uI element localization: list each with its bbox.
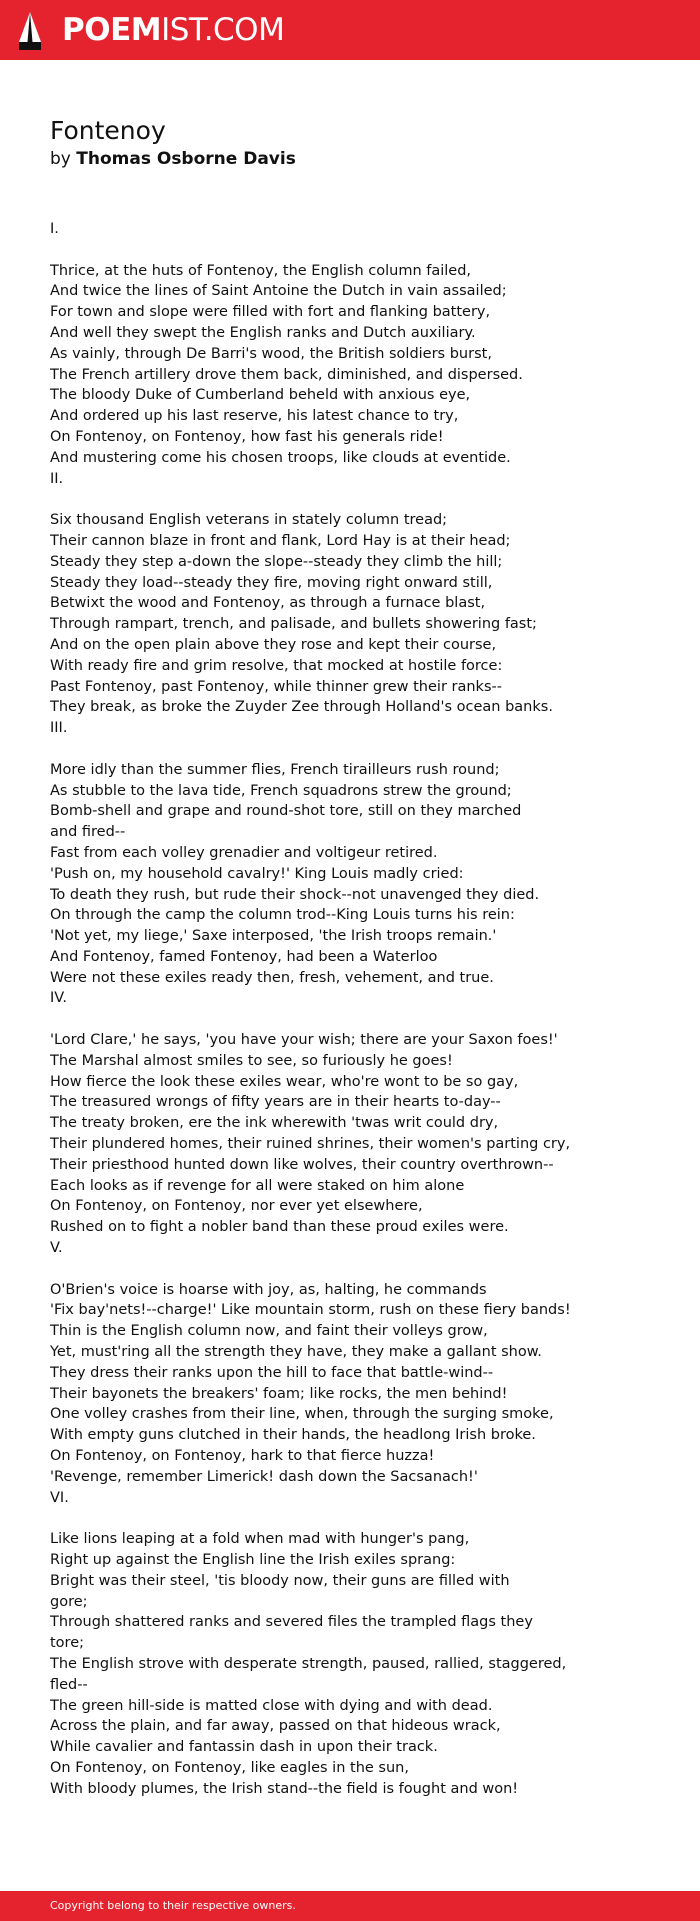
stanza-gap — [50, 489, 670, 510]
poem-line: The treaty broken, ere the ink wherewith 'twas writ could dry, — [50, 1115, 499, 1132]
poem-line: gore; — [50, 1593, 88, 1610]
poem-line: Like lions leaping at a fold when mad with hunger's pang, — [50, 1531, 470, 1548]
poem-line: On Fontenoy, on Fontenoy, like eagles in the sun, — [50, 1759, 409, 1776]
poem-line: They dress their ranks upon the hill to face that battle-wind-- — [50, 1364, 494, 1381]
stanza-gap — [50, 1009, 670, 1030]
poem-line: The bloody Duke of Cumberland beheld with anxious eye, — [50, 387, 471, 404]
poem-line: fled-- — [50, 1676, 88, 1693]
poem-line: and fired-- — [50, 824, 126, 841]
poem-line: With empty guns clutched in their hands, the headlong Irish broke. — [50, 1427, 536, 1444]
poem-line: Through rampart, trench, and palisade, and bullets showering fast; — [50, 616, 537, 633]
poem-line: Past Fontenoy, past Fontenoy, while thinner grew their ranks-- — [50, 678, 502, 695]
poem-line: And Fontenoy, famed Fontenoy, had been a Waterloo — [50, 948, 438, 965]
logo-light-part: IST.COM — [161, 12, 285, 48]
poem-line: While cavalier and fantassin dash in upon their track. — [50, 1739, 438, 1756]
site-header — [0, 0, 700, 60]
by-label: by — [50, 149, 71, 169]
poem-line: Rushed on to fight a nobler band than these proud exiles were. — [50, 1219, 509, 1236]
poem-line: 'Fix bay'nets!--charge!' Like mountain storm, rush on these fiery bands! — [50, 1302, 571, 1319]
poem-line: Steady they load--steady they fire, moving right onward still, — [50, 574, 493, 591]
poem-line: Each looks as if revenge for all were staked on him alone — [50, 1177, 465, 1194]
poem-line: Right up against the English line the Irish exiles sprang: — [50, 1552, 456, 1568]
poem-line: Six thousand English veterans in stately column tread; — [50, 512, 448, 529]
poem-line: And mustering come his chosen troops, like clouds at eventide. — [50, 449, 511, 466]
poem-line: Steady they step a-down the slope--steady they climb the hill; — [50, 553, 503, 570]
poem-line: 'Lord Clare,' he says, 'you have your wish; there are your Saxon foes!' — [50, 1032, 558, 1049]
poem-line: Their priesthood hunted down like wolves, their country overthrown-- — [50, 1156, 554, 1173]
site-footer — [0, 1891, 700, 1921]
poem-line: I. — [50, 221, 59, 237]
poem-line: To death they rush, but rude their shock--not unavenged they died. — [50, 886, 540, 903]
poem-line: And ordered up his last reserve, his latest chance to try, — [50, 408, 459, 425]
poem-line: On through the camp the column trod--King Louis turns his rein: — [50, 907, 515, 924]
poem-line: Their cannon blaze in front and flank, Lord Hay is at their head; — [50, 532, 511, 549]
poem-line: 'Push on, my household cavalry!' King Louis madly cried: — [50, 865, 464, 882]
poem-line: One volley crashes from their line, when, through the surging smoke, — [50, 1406, 554, 1423]
poem-line: On Fontenoy, on Fontenoy, hark to that fierce huzza! — [50, 1448, 435, 1465]
poem-line: II. — [50, 470, 64, 487]
poem-line: As vainly, through De Barri's wood, the British soldiers burst, — [50, 345, 492, 362]
poem-line: Bright was their steel, 'tis bloody now, their guns are filled with — [50, 1572, 510, 1589]
poem-line: On Fontenoy, on Fontenoy, how fast his generals ride! — [50, 428, 444, 445]
poem-line: Betwixt the wood and Fontenoy, as through a furnace blast, — [50, 595, 486, 612]
poem-line: With ready fire and grim resolve, that mocked at hostile force: — [50, 657, 503, 674]
poem-line: 'Not yet, my liege,' Saxe interposed, 'the Irish troops remain.' — [50, 928, 497, 945]
poem-line: Their bayonets the breakers' foam; like rocks, the men behind! — [50, 1385, 508, 1402]
poem-line: The green hill-side is matted close with dying and with dead. — [50, 1697, 493, 1714]
poem-line: V. — [50, 1240, 63, 1257]
poem-body — [50, 219, 670, 1800]
poem-line: Their plundered homes, their ruined shrines, their women's parting cry, — [50, 1136, 571, 1153]
poem-line: O'Brien's voice is hoarse with joy, as, halting, he commands — [50, 1281, 487, 1298]
poem-line: Yet, must'ring all the strength they have, they make a gallant show. — [50, 1344, 542, 1361]
poem-line: As stubble to the lava tide, French squadrons strew the ground; — [50, 782, 512, 799]
stanza-gap — [50, 739, 670, 760]
poem-line: Bomb-shell and grape and round-shot tore, still on they marched — [50, 803, 522, 820]
site-logo[interactable] — [62, 10, 284, 50]
poem-line: Fast from each volley grenadier and voltigeur retired. — [50, 844, 438, 861]
poem-line: The French artillery drove them back, diminished, and dispersed. — [50, 366, 523, 383]
poem-line: And well they swept the English ranks and Dutch auxiliary. — [50, 324, 476, 341]
poem-line: Thin is the English column now, and faint their volleys grow, — [50, 1323, 488, 1340]
poem-line: III. — [50, 720, 68, 737]
poem-line: Were not these exiles ready then, fresh, vehement, and true. — [50, 969, 494, 986]
logo-bold-part: POEM — [62, 12, 162, 48]
poem-title: Fontenoy — [50, 116, 166, 145]
poem-line: IV. — [50, 990, 67, 1007]
poem-line: The treasured wrongs of fifty years are in their hearts to-day-- — [50, 1094, 501, 1111]
poem-line: tore; — [50, 1635, 85, 1652]
poem-line: They break, as broke the Zuyder Zee through Holland's ocean banks. — [50, 699, 553, 716]
poem-author: Thomas Osborne Davis — [76, 149, 296, 169]
poem-line: With bloody plumes, the Irish stand--the field is fought and won! — [50, 1780, 519, 1797]
stanza-gap — [50, 1508, 670, 1529]
poem-line: On Fontenoy, on Fontenoy, nor ever yet elsewhere, — [50, 1198, 423, 1215]
poem-line: The Marshal almost smiles to see, so furiously he goes! — [50, 1052, 453, 1069]
poem-line: For town and slope were filled with fort and flanking battery, — [50, 304, 491, 321]
poem-line: How fierce the look these exiles wear, who're wont to be so gay, — [50, 1073, 519, 1090]
poem-line: 'Revenge, remember Limerick! dash down the Sacsanach!' — [50, 1468, 478, 1485]
poem-line: Thrice, at the huts of Fontenoy, the English column failed, — [50, 262, 472, 279]
poem-line: And on the open plain above they rose and kept their course, — [50, 636, 497, 653]
poem-line: More idly than the summer flies, French tirailleurs rush round; — [50, 761, 500, 778]
fountain-pen-nib-icon[interactable] — [18, 12, 42, 50]
poem-line: The English strove with desperate strength, paused, rallied, staggered, — [50, 1655, 567, 1672]
stanza-gap — [50, 1259, 670, 1280]
poem-byline — [50, 148, 296, 170]
stanza-gap — [50, 240, 670, 261]
copyright-text: Copyright belong to their respective owners. — [50, 1899, 296, 1912]
poem-line: And twice the lines of Saint Antoine the Dutch in vain assailed; — [50, 283, 507, 300]
poem-line: VI. — [50, 1489, 69, 1506]
poem-line: Across the plain, and far away, passed on that hideous wrack, — [50, 1718, 501, 1735]
poem-line: Through shattered ranks and severed files the trampled flags they — [50, 1614, 533, 1631]
